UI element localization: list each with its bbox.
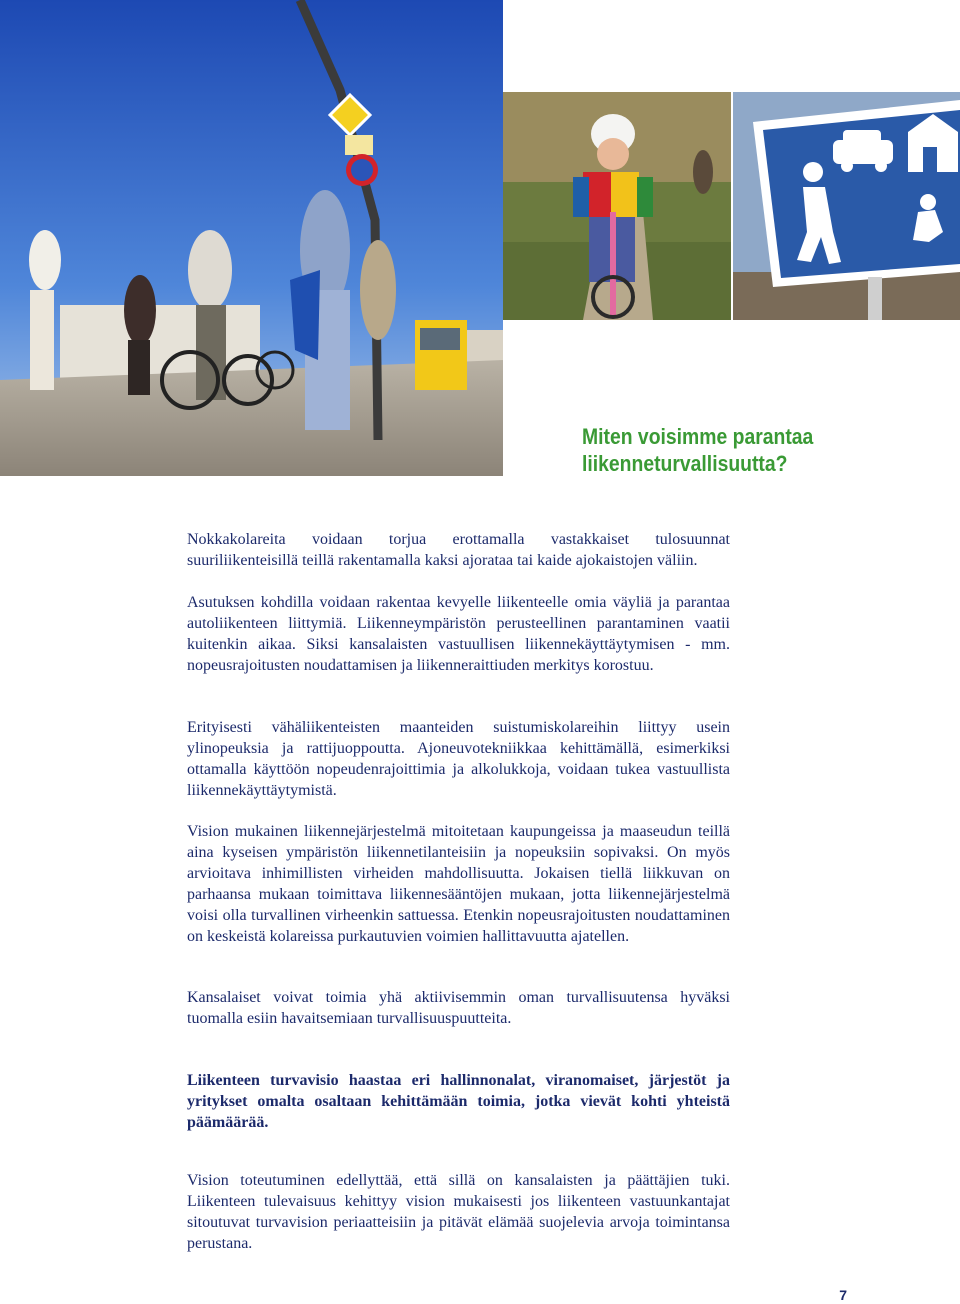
section-heading-line-2: liikenneturvallisuutta? (582, 451, 788, 476)
paragraph-4: Vision mukainen liikennejärjestelmä mitoitetaan kaupungeissa ja maaseudun teillä aina kyseisen ympäristön liikennetilanteisiin ja nopeuksiin sopivaksi. On myös arvioitava inhimillisten virheiden mahdollisuutta. Jokaisen tiellä liikkuvan on parhaansa mukaan toimittava liikennesääntöjen mukaan, jotta liikennejärjestelmä voisi olla turvallinen virheenkin sattuessa. Etenkin nopeusrajoitusten noudattaminen on keskeistä kolareissa purkautuvien voimien hallittavuutta ajatellen. (187, 823, 730, 945)
paragraph-5: Kansalaiset voivat toimia yhä aktiivisemmin oman turvallisuutensa hyväksi tuomalla esiin havaitsemiaan turvallisuuspuutteita. (187, 989, 730, 1027)
paragraph-7: Vision toteutuminen edellyttää, että sillä on kansalaisten ja päättäjien tuki. Liikenteen tulevaisuus kehittyy vision mukaisesti jos liikenteen vastuunkantajat sitoutuvat turvavision periaatteisiin ja pitävät elämää suojelevia arvoja toimintansa perustana. (187, 1172, 730, 1252)
traffic-sign-photo (733, 92, 960, 320)
section-heading (582, 423, 899, 477)
street-crowd-photo (0, 0, 503, 476)
paragraph-2: Asutuksen kohdilla voidaan rakentaa kevyelle liikenteelle omia väyliä ja parantaa autoliikenteen liittymiä. Liikenneympäristön perusteellinen parantaminen vaatii kuitenkin aikaa. Siksi kansalaisten vastuullisen liikennekäyttäytymisen - mm. nopeusrajoitusten noudattamisen ja liikenneraittiuden merkitys korostuu. (187, 594, 730, 674)
child-cyclist-photo (503, 92, 731, 320)
page-number: 7 (839, 1287, 847, 1303)
section-heading-line-1: Miten voisimme parantaa (582, 424, 814, 449)
paragraph-3: Erityisesti vähäliikenteisten maanteiden suistumiskolareihin liittyy usein ylinopeuksia ja rattijuoppoutta. Ajoneuvotekniikkaa kehittämällä, esimerkiksi ottamalla käyttöön nopeudenrajoittimia ja alkolukkoja, voidaan tukea vastuullista liikennekäyttäytymistä. (187, 719, 730, 799)
highlight-paragraph: Liikenteen turvavisio haastaa eri hallinnonalat, viranomaiset, järjestöt ja yritykset omalta osaltaan kehittämään toimia, jotka vievät kohti yhteistä päämäärää. (187, 1072, 730, 1131)
paragraph-1: Nokkakolareita voidaan torjua erottamalla vastakkaiset tulosuunnat suuriliikenteisillä teillä rakentamalla kaksi ajorataa tai kaide ajokaistojen väliin. (187, 531, 730, 569)
